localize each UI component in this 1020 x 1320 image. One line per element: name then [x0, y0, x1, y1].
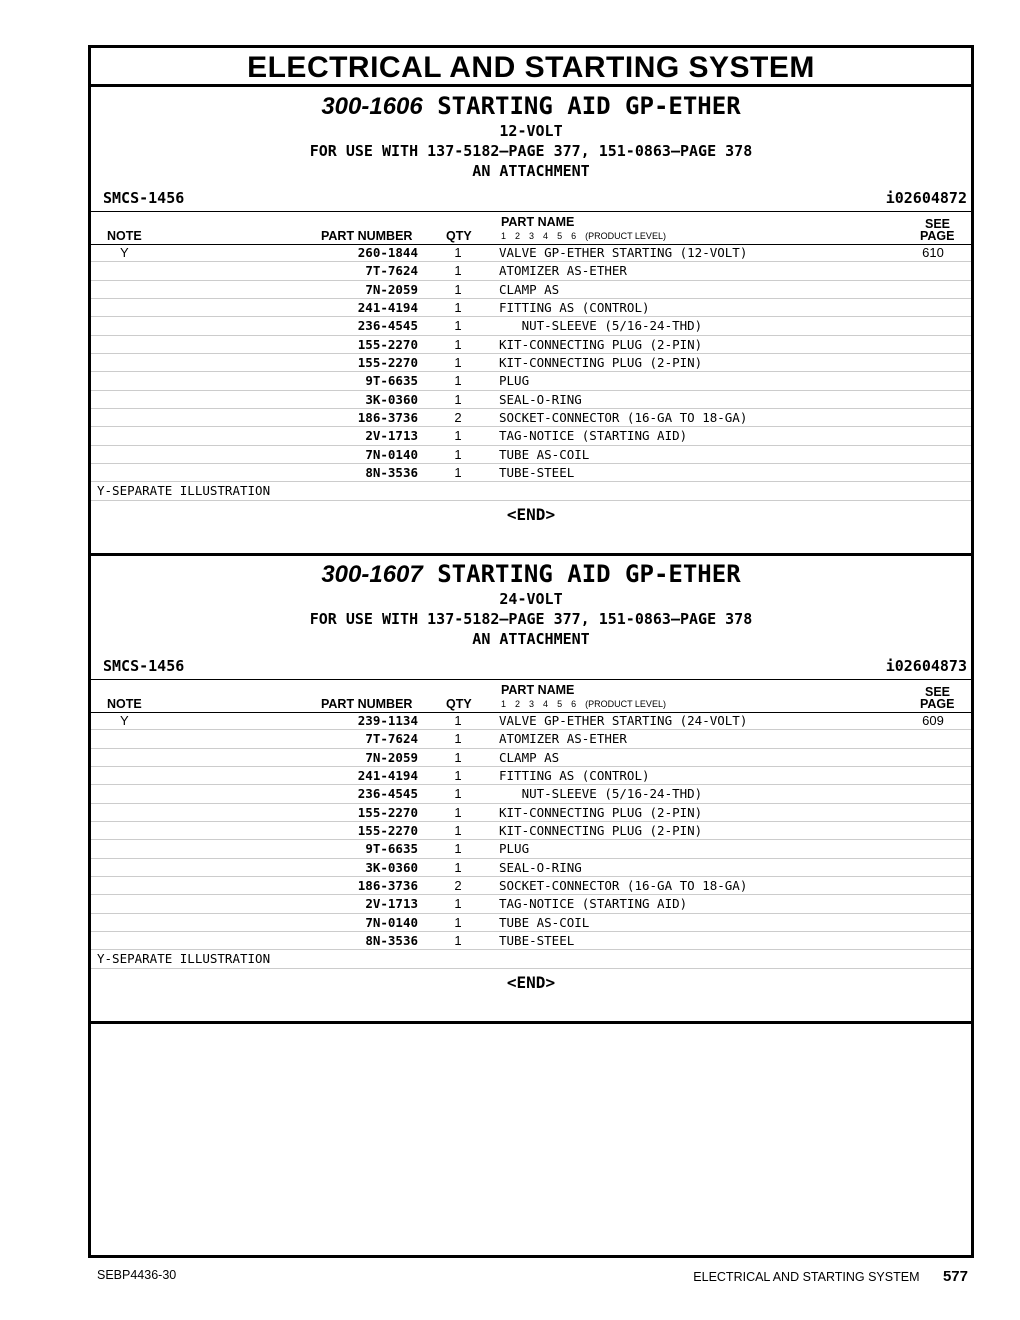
level-4: 4 — [543, 699, 549, 709]
table-row — [91, 822, 971, 840]
qty-cell: 1 — [454, 749, 462, 765]
part-number-cell: 155-2270 — [357, 823, 418, 839]
part-number-cell: 8N-3536 — [365, 465, 418, 481]
qty-cell: 1 — [454, 731, 462, 747]
section-name: STARTING AID GP-ETHER — [437, 560, 741, 588]
part-number-cell: 236-4545 — [357, 318, 418, 334]
level-3: 3 — [529, 231, 535, 241]
section-name: STARTING AID GP-ETHER — [437, 92, 741, 120]
qty-cell: 1 — [454, 318, 462, 334]
part-number-cell: 155-2270 — [357, 336, 418, 352]
part-name-cell: VALVE GP-ETHER STARTING (24-VOLT) — [499, 713, 748, 728]
table-row — [91, 299, 971, 317]
table-row — [91, 262, 971, 280]
table-header — [91, 679, 971, 713]
table-row — [91, 877, 971, 895]
level-6: 6 — [571, 699, 577, 709]
table-row — [91, 409, 971, 427]
qty-cell: 1 — [454, 263, 462, 279]
section-title — [91, 557, 971, 591]
qty-cell: 1 — [454, 713, 462, 728]
part-name-cell: TUBE-STEEL — [499, 933, 575, 949]
table-row — [91, 446, 971, 464]
info-reference: i02604872 — [885, 189, 967, 207]
qty-cell: 1 — [454, 428, 462, 444]
footer-page-number: 577 — [942, 1268, 968, 1285]
table-row — [91, 785, 971, 803]
part-number-cell: 7N-0140 — [365, 914, 418, 930]
part-name-cell: ATOMIZER AS-ETHER — [499, 731, 627, 747]
part-name-cell: SOCKET-CONNECTOR (16-GA TO 18-GA) — [499, 878, 748, 894]
see-page-cell: 609 — [922, 713, 944, 728]
part-number-cell: 7N-2059 — [365, 281, 418, 297]
qty-cell: 1 — [454, 933, 462, 949]
level-1: 1 — [501, 699, 507, 709]
qty-cell: 1 — [454, 804, 462, 820]
part-name-cell: CLAMP AS — [499, 281, 560, 297]
part-number-cell: 241-4194 — [357, 768, 418, 784]
level-2: 2 — [515, 231, 521, 241]
table-row — [91, 372, 971, 390]
table-row — [91, 749, 971, 767]
section-voltage: 12-VOLT — [499, 122, 563, 140]
header-note: NOTE — [107, 229, 142, 243]
table-row — [91, 767, 971, 785]
part-name-cell: TUBE AS-COIL — [499, 446, 590, 462]
part-name-cell: PLUG — [499, 841, 530, 857]
page-frame — [88, 45, 974, 1258]
product-levels — [501, 699, 675, 709]
qty-cell: 1 — [454, 786, 462, 802]
level-3: 3 — [529, 699, 535, 709]
part-name-cell: TAG-NOTICE (STARTING AID) — [499, 428, 688, 444]
level-6: 6 — [571, 231, 577, 241]
header-page: PAGE — [920, 697, 955, 711]
qty-cell: 1 — [454, 914, 462, 930]
section-number: 300-1607 — [321, 561, 423, 588]
part-number-cell: 8N-3536 — [365, 933, 418, 949]
qty-cell: 1 — [454, 446, 462, 462]
table-header — [91, 211, 971, 245]
part-name-cell: KIT-CONNECTING PLUG (2-PIN) — [499, 804, 703, 820]
table-row — [91, 730, 971, 748]
part-number-cell: 260-1844 — [357, 245, 418, 260]
section-attachment: AN ATTACHMENT — [472, 162, 590, 180]
part-name-cell: NUT-SLEEVE (5/16-24-THD) — [499, 786, 703, 802]
footer-section-name: ELECTRICAL AND STARTING SYSTEM — [693, 1270, 920, 1284]
table-row — [91, 336, 971, 354]
part-number-cell: 7N-0140 — [365, 446, 418, 462]
part-name-cell: SOCKET-CONNECTOR (16-GA TO 18-GA) — [499, 410, 748, 426]
part-number-cell: 7T-7624 — [365, 263, 418, 279]
part-number-cell: 9T-6635 — [365, 373, 418, 389]
table-row — [91, 281, 971, 299]
part-name-cell: KIT-CONNECTING PLUG (2-PIN) — [499, 355, 703, 371]
see-page-cell: 610 — [922, 245, 944, 260]
table-row — [91, 317, 971, 335]
part-name-cell: PLUG — [499, 373, 530, 389]
part-name-cell: TUBE AS-COIL — [499, 914, 590, 930]
note-cell: Y — [120, 713, 129, 728]
qty-cell: 1 — [454, 373, 462, 389]
part-number-cell: 155-2270 — [357, 804, 418, 820]
product-level-label: (PRODUCT LEVEL) — [585, 699, 666, 709]
part-number-cell: 9T-6635 — [365, 841, 418, 857]
qty-cell: 1 — [454, 281, 462, 297]
separate-illustration-note: Y-SEPARATE ILLUSTRATION — [97, 483, 271, 499]
part-name-cell: KIT-CONNECTING PLUG (2-PIN) — [499, 823, 703, 839]
section-attachment: AN ATTACHMENT — [472, 630, 590, 648]
footer-right — [693, 1268, 968, 1285]
qty-cell: 1 — [454, 355, 462, 371]
smcs-code: SMCS-1456 — [103, 657, 185, 675]
part-name-cell: FITTING AS (CONTROL) — [499, 768, 650, 784]
separate-illustration-row — [91, 482, 971, 500]
qty-cell: 1 — [454, 300, 462, 316]
header-part-number: PART NUMBER — [321, 229, 413, 243]
part-number-cell: 3K-0360 — [365, 859, 418, 875]
section-divider — [91, 1021, 971, 1024]
table-row — [91, 712, 971, 730]
header-part-name: PART NAME — [501, 215, 575, 229]
part-name-cell: VALVE GP-ETHER STARTING (12-VOLT) — [499, 245, 748, 260]
part-number-cell: 236-4545 — [357, 786, 418, 802]
section-title — [91, 89, 971, 123]
part-name-cell: KIT-CONNECTING PLUG (2-PIN) — [499, 336, 703, 352]
table-row — [91, 859, 971, 877]
table-row — [91, 932, 971, 950]
qty-cell: 1 — [454, 768, 462, 784]
qty-cell: 1 — [454, 465, 462, 481]
smcs-code: SMCS-1456 — [103, 189, 185, 207]
level-2: 2 — [515, 699, 521, 709]
part-number-cell: 155-2270 — [357, 355, 418, 371]
part-name-cell: TUBE-STEEL — [499, 465, 575, 481]
footer-doc-number: SEBP4436-30 — [97, 1268, 177, 1282]
part-number-cell: 186-3736 — [357, 410, 418, 426]
part-name-cell: CLAMP AS — [499, 749, 560, 765]
qty-cell: 1 — [454, 896, 462, 912]
header-see: SEE — [925, 217, 951, 231]
qty-cell: 1 — [454, 245, 462, 260]
parts-rows — [91, 712, 971, 969]
header-see: SEE — [925, 685, 951, 699]
header-part-number: PART NUMBER — [321, 697, 413, 711]
part-number-cell: 241-4194 — [357, 300, 418, 316]
note-cell: Y — [120, 245, 129, 260]
section-usage: FOR USE WITH 137-5182—PAGE 377, 151-0863—PAGE 378 — [309, 610, 753, 628]
header-qty: QTY — [446, 697, 472, 711]
part-number-cell: 239-1134 — [357, 713, 418, 728]
qty-cell: 1 — [454, 336, 462, 352]
part-number-cell: 186-3736 — [357, 878, 418, 894]
part-name-cell: NUT-SLEEVE (5/16-24-THD) — [499, 318, 703, 334]
section-voltage: 24-VOLT — [499, 590, 563, 608]
product-level-label: (PRODUCT LEVEL) — [585, 231, 666, 241]
header-note: NOTE — [107, 697, 142, 711]
level-4: 4 — [543, 231, 549, 241]
level-5: 5 — [557, 699, 563, 709]
part-number-cell: 3K-0360 — [365, 391, 418, 407]
parts-rows — [91, 244, 971, 501]
part-number-cell: 7N-2059 — [365, 749, 418, 765]
table-row — [91, 391, 971, 409]
table-row — [91, 464, 971, 482]
table-row — [91, 804, 971, 822]
separate-illustration-note: Y-SEPARATE ILLUSTRATION — [97, 951, 271, 967]
qty-cell: 1 — [454, 823, 462, 839]
qty-cell: 1 — [454, 859, 462, 875]
table-row — [91, 354, 971, 372]
table-row — [91, 914, 971, 932]
header-part-name: PART NAME — [501, 683, 575, 697]
table-row — [91, 895, 971, 913]
qty-cell: 2 — [454, 410, 462, 426]
level-5: 5 — [557, 231, 563, 241]
part-name-cell: ATOMIZER AS-ETHER — [499, 263, 627, 279]
section-usage: FOR USE WITH 137-5182—PAGE 377, 151-0863—PAGE 378 — [309, 142, 753, 160]
part-name-cell: TAG-NOTICE (STARTING AID) — [499, 896, 688, 912]
part-name-cell: SEAL-O-RING — [499, 859, 582, 875]
page-title: ELECTRICAL AND STARTING SYSTEM — [91, 48, 971, 87]
qty-cell: 2 — [454, 878, 462, 894]
section-end: <END> — [506, 973, 556, 992]
table-row — [91, 244, 971, 262]
part-number-cell: 7T-7624 — [365, 731, 418, 747]
separate-illustration-row — [91, 950, 971, 968]
qty-cell: 1 — [454, 391, 462, 407]
header-page: PAGE — [920, 229, 955, 243]
part-number-cell: 2V-1713 — [365, 896, 418, 912]
level-1: 1 — [501, 231, 507, 241]
table-row — [91, 427, 971, 445]
part-name-cell: FITTING AS (CONTROL) — [499, 300, 650, 316]
section-number: 300-1606 — [321, 93, 423, 120]
header-qty: QTY — [446, 229, 472, 243]
qty-cell: 1 — [454, 841, 462, 857]
info-reference: i02604873 — [885, 657, 967, 675]
part-name-cell: SEAL-O-RING — [499, 391, 582, 407]
section-end: <END> — [506, 505, 556, 524]
table-row — [91, 840, 971, 858]
section-divider — [91, 553, 971, 556]
product-levels — [501, 231, 675, 241]
part-number-cell: 2V-1713 — [365, 428, 418, 444]
